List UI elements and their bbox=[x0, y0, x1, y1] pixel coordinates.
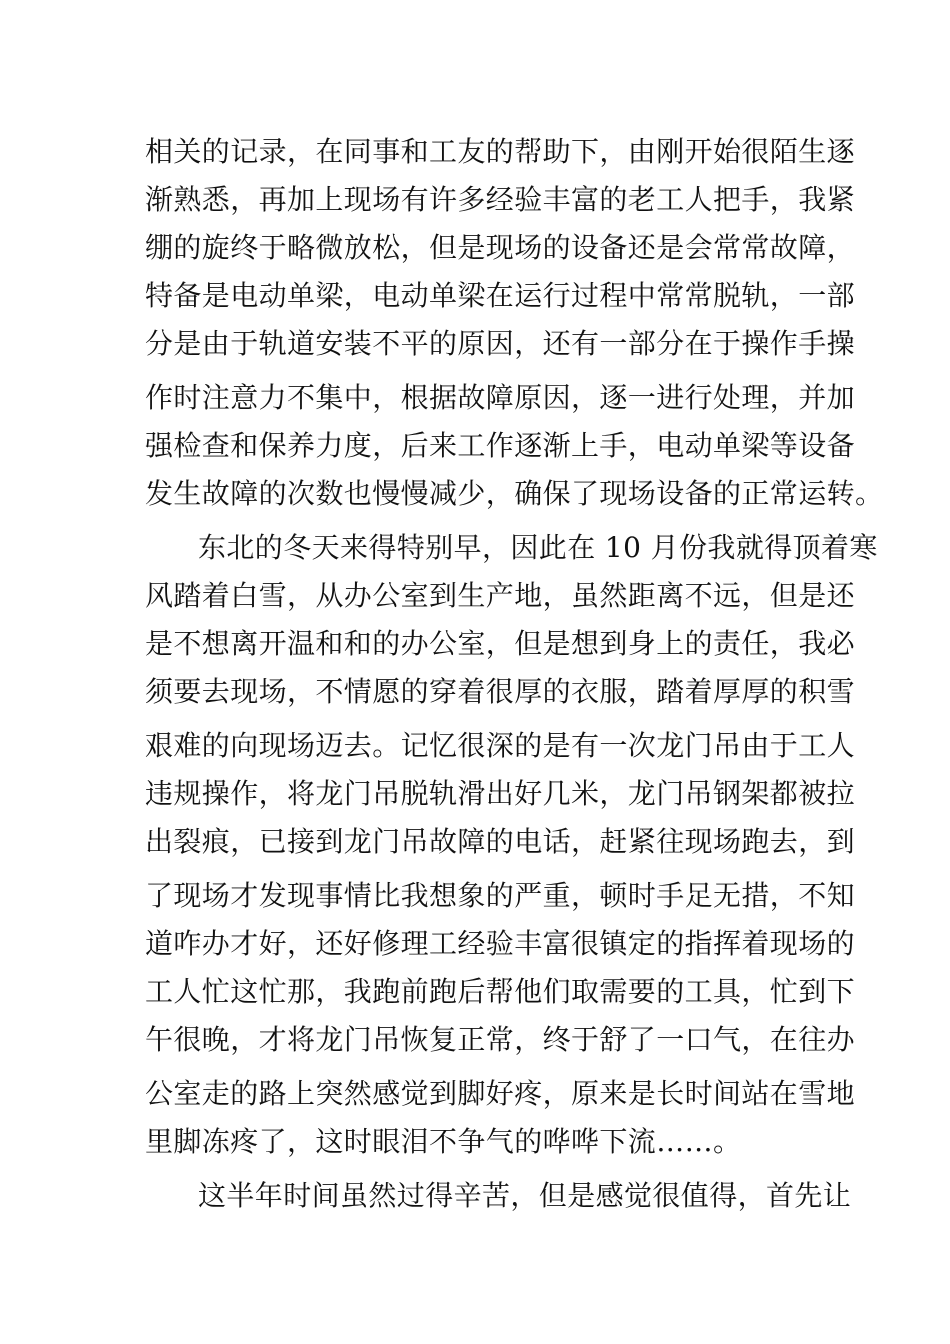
text-line: 违规操作，将龙门吊脱轨滑出好几米，龙门吊钢架都被拉 bbox=[145, 777, 856, 810]
text-line: 渐熟悉，再加上现场有许多经验丰富的老工人把手，我紧 bbox=[145, 183, 856, 216]
text-line: 作时注意力不集中，根据故障原因，逐一进行处理，并加 bbox=[145, 381, 856, 414]
text-line: 里脚冻疼了，这时眼泪不争气的哗哗下流……。 bbox=[145, 1125, 742, 1158]
text-line: 须要去现场，不情愿的穿着很厚的衣服，踏着厚厚的积雪 bbox=[145, 675, 856, 708]
text-line: 绷的旋终于略微放松，但是现场的设备还是会常常故障， bbox=[145, 231, 856, 264]
text-line: 了现场才发现事情比我想象的严重，顿时手足无措，不知 bbox=[145, 879, 856, 912]
text-line: 特备是电动单梁，电动单梁在运行过程中常常脱轨，一部 bbox=[145, 279, 856, 312]
text-line: 午很晚，才将龙门吊恢复正常，终于舒了一口气，在往办 bbox=[145, 1023, 856, 1056]
text-line: 分是由于轨道安装不平的原因，还有一部分在于操作手操 bbox=[145, 327, 856, 360]
text-line: 风踏着白雪，从办公室到生产地，虽然距离不远，但是还 bbox=[145, 579, 856, 612]
text-line: 艰难的向现场迈去。记忆很深的是有一次龙门吊由于工人 bbox=[145, 729, 856, 762]
paragraph-first-line: 这半年时间虽然过得辛苦，但是感觉很值得，首先让 bbox=[198, 1179, 852, 1212]
text-line: 工人忙这忙那，我跑前跑后帮他们取需要的工具，忙到下 bbox=[145, 975, 856, 1008]
text-line: 道咋办才好，还好修理工经验丰富很镇定的指挥着现场的 bbox=[145, 927, 856, 960]
paragraph-first-line: 东北的冬天来得特别早，因此在 10 月份我就得顶着寒 bbox=[198, 531, 878, 564]
text-line: 是不想离开温和和的办公室，但是想到身上的责任，我必 bbox=[145, 627, 856, 660]
text-line: 强检查和保养力度，后来工作逐渐上手，电动单梁等设备 bbox=[145, 429, 856, 462]
text-line: 相关的记录，在同事和工友的帮助下，由刚开始很陌生逐 bbox=[145, 135, 856, 168]
text-line: 出裂痕，已接到龙门吊故障的电话，赶紧往现场跑去，到 bbox=[145, 825, 856, 858]
text-line: 发生故障的次数也慢慢减少，确保了现场设备的正常运转。 bbox=[145, 477, 884, 510]
text-line: 公室走的路上突然感觉到脚好疼，原来是长时间站在雪地 bbox=[145, 1077, 856, 1110]
